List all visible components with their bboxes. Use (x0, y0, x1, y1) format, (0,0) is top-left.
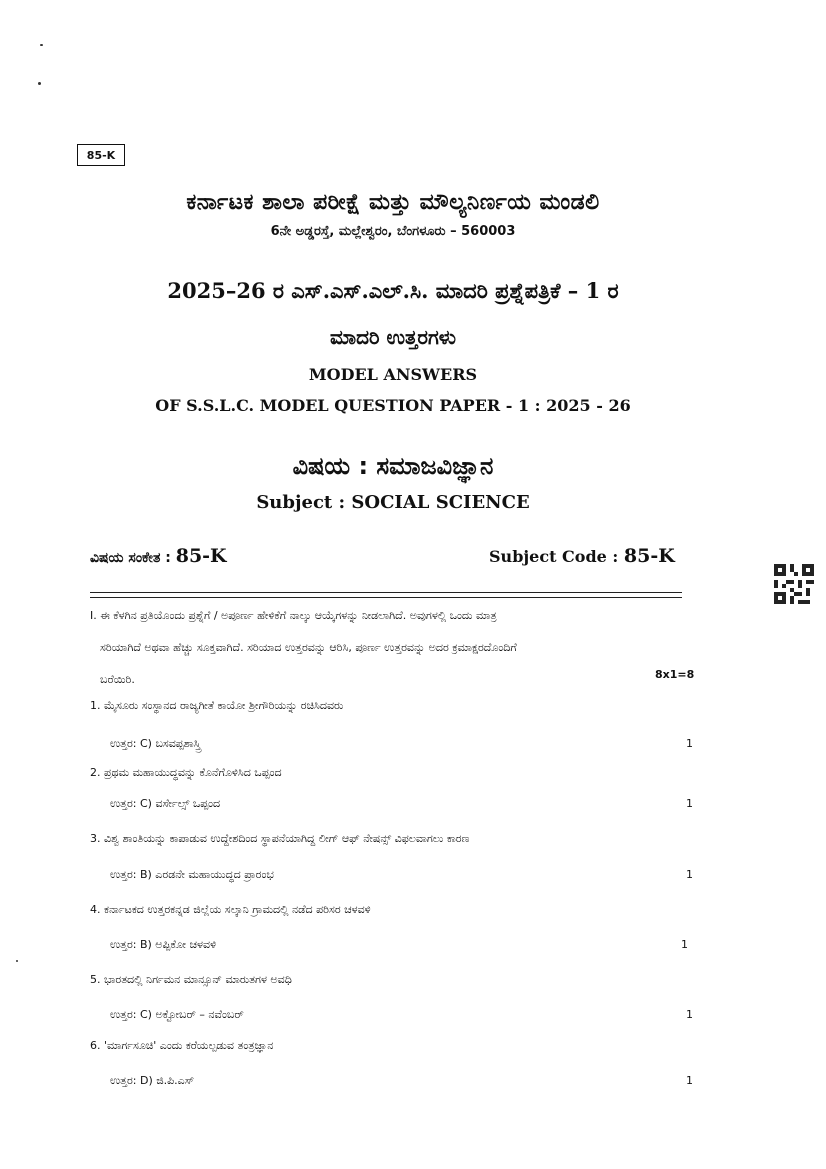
divider-line (90, 592, 682, 593)
answer-text: ಉತ್ತರ: B) ಅಪ್ಪಿಕೋ ಚಳವಳಿ (110, 938, 217, 951)
subject-kannada: ವಿಷಯ : ಸಮಾಜವಿಜ್ಞಾನ (292, 452, 494, 480)
divider-line (90, 597, 682, 598)
subject-code-label-kn: ವಿಷಯ ಸಂಕೇತ : (90, 550, 171, 566)
board-title: ಕರ್ನಾಟಕ ಶಾಲಾ ಪರೀಕ್ಷೆ ಮತ್ತು ಮೌಲ್ಯನಿರ್ಣಯ ಮಂಡಲಿ (186, 190, 600, 215)
question-marks: 1 (681, 938, 688, 951)
question-text: 5. ಭಾರತದಲ್ಲಿ ನಿರ್ಗಮನ ಮಾನ್ಸೂನ್ ಮಾರುತಗಳ ಅವಧಿ (90, 973, 292, 986)
question-text: 3. ವಿಶ್ವ ಶಾಂತಿಯನ್ನು ಕಾಪಾಡುವ ಉದ್ದೇಶದಿಂದ ಸ್ಥಾಪನೆಯಾಗಿದ್ದ ಲೀಗ್ ಆಫ್ ನೇಷನ್ಸ್ ವಿಫಲವಾಗಲು ಕಾರಣ (90, 832, 470, 845)
answer-text: ಉತ್ತರ: C) ಬಸವಪ್ಪಶಾಸ್ತ್ರಿ (110, 737, 201, 750)
question-marks: 1 (686, 868, 693, 881)
model-answers-english: MODEL ANSWERS (308, 365, 478, 384)
board-address: 6ನೇ ಅಡ್ಡರಸ್ತೆ, ಮಲ್ಲೇಶ್ವರಂ, ಬೆಂಗಳೂರು – 560003 (270, 224, 516, 239)
question-marks: 1 (686, 1008, 693, 1021)
subject-code-english (489, 545, 675, 567)
paper-title-english: OF S.S.L.C. MODEL QUESTION PAPER - 1 : 2025 - 26 (155, 396, 631, 415)
scan-speck (38, 82, 41, 85)
instructions (90, 600, 700, 696)
model-answers-kannada: ಮಾದರಿ ಉತ್ತರಗಳು (330, 325, 456, 349)
scan-speck (40, 44, 43, 46)
subject-code-value-kn: 85-K (175, 545, 227, 567)
instruction-line: ಸರಿಯಾಗಿದೆ ಅಥವಾ ಹೆಚ್ಚು ಸೂಕ್ತವಾಗಿದೆ. ಸರಿಯಾದ ಉತ್ತರವನ್ನು ಆರಿಸಿ, ಪೂರ್ಣ ಉತ್ತರವನ್ನು ಅದರ ಕ್ರಮಾಕ್ಷರದೊಂದಿಗೆ (100, 641, 517, 654)
question-text: 2. ಪ್ರಥಮ ಮಹಾಯುದ್ಧವನ್ನು ಕೊನೆಗೊಳಿಸಿದ ಒಪ್ಪಂದ (90, 766, 282, 779)
question-marks: 1 (686, 797, 693, 810)
paper-title-kannada: 2025–26 ರ ಎಸ್.ಎಸ್.ಎಲ್.ಸಿ. ಮಾದರಿ ಪ್ರಶ್ನೆಪತ್ರಿಕೆ – 1 ರ (167, 278, 619, 303)
question-text: 4. ಕರ್ನಾಟಕದ ಉತ್ತರಕನ್ನಡ ಜಿಲ್ಲೆಯ ಸಲ್ಕಾನಿ ಗ್ರಾಮದಲ್ಲಿ ನಡೆದ ಪರಿಸರ ಚಳವಳಿ (90, 903, 371, 916)
total-marks: 8x1=8 (655, 668, 695, 681)
subject-english: Subject : SOCIAL SCIENCE (256, 492, 530, 513)
paper-code-box: 85-K (77, 144, 125, 166)
instruction-line: I. ಈ ಕೆಳಗಿನ ಪ್ರತಿಯೊಂದು ಪ್ರಶ್ನೆಗೆ / ಅಪೂರ್ಣ ಹೇಳಿಕೆಗೆ ನಾಲ್ಕು ಆಯ್ಕೆಗಳನ್ನು ನೀಡಲಾಗಿದೆ. ಅವುಗಳಲ್ಲಿ ಒಂದು ಮಾತ್ರ (90, 609, 497, 622)
subject-code-label-en: Subject Code : (489, 547, 619, 566)
question-marks: 1 (686, 1074, 693, 1087)
answer-text: ಉತ್ತರ: C) ಅಕ್ಟೋಬರ್ – ನವೆಂಬರ್ (110, 1008, 244, 1021)
subject-code-kannada (90, 545, 227, 567)
subject-code-value-en: 85-K (623, 545, 675, 567)
question-text: 1. ಮೈಸೂರು ಸಂಸ್ಥಾನದ ರಾಜ್ಯಗೀತೆ ಕಾಯೋ ಶ್ರೀಗೌರಿಯನ್ನು ರಚಿಸಿದವರು (90, 699, 344, 712)
answer-text: ಉತ್ತರ: C) ವರ್ಸೇಲ್ಸ್ ಒಪ್ಪಂದ (110, 797, 221, 810)
question-marks: 1 (686, 737, 693, 750)
scan-speck (16, 960, 18, 962)
qr-code-icon (774, 564, 814, 604)
instruction-line: ಬರೆಯಿರಿ. (100, 673, 135, 686)
answer-text: ಉತ್ತರ: D) ಜಿ.ಪಿ.ಎಸ್ (110, 1074, 195, 1087)
question-text: 6. 'ಮಾರ್ಗಸೂಚಿ' ಎಂದು ಕರೆಯಲ್ಪಡುವ ತಂತ್ರಜ್ಞಾನ (90, 1039, 274, 1052)
answer-text: ಉತ್ತರ: B) ಎರಡನೇ ಮಹಾಯುದ್ಧದ ಪ್ರಾರಂಭ (110, 868, 274, 881)
